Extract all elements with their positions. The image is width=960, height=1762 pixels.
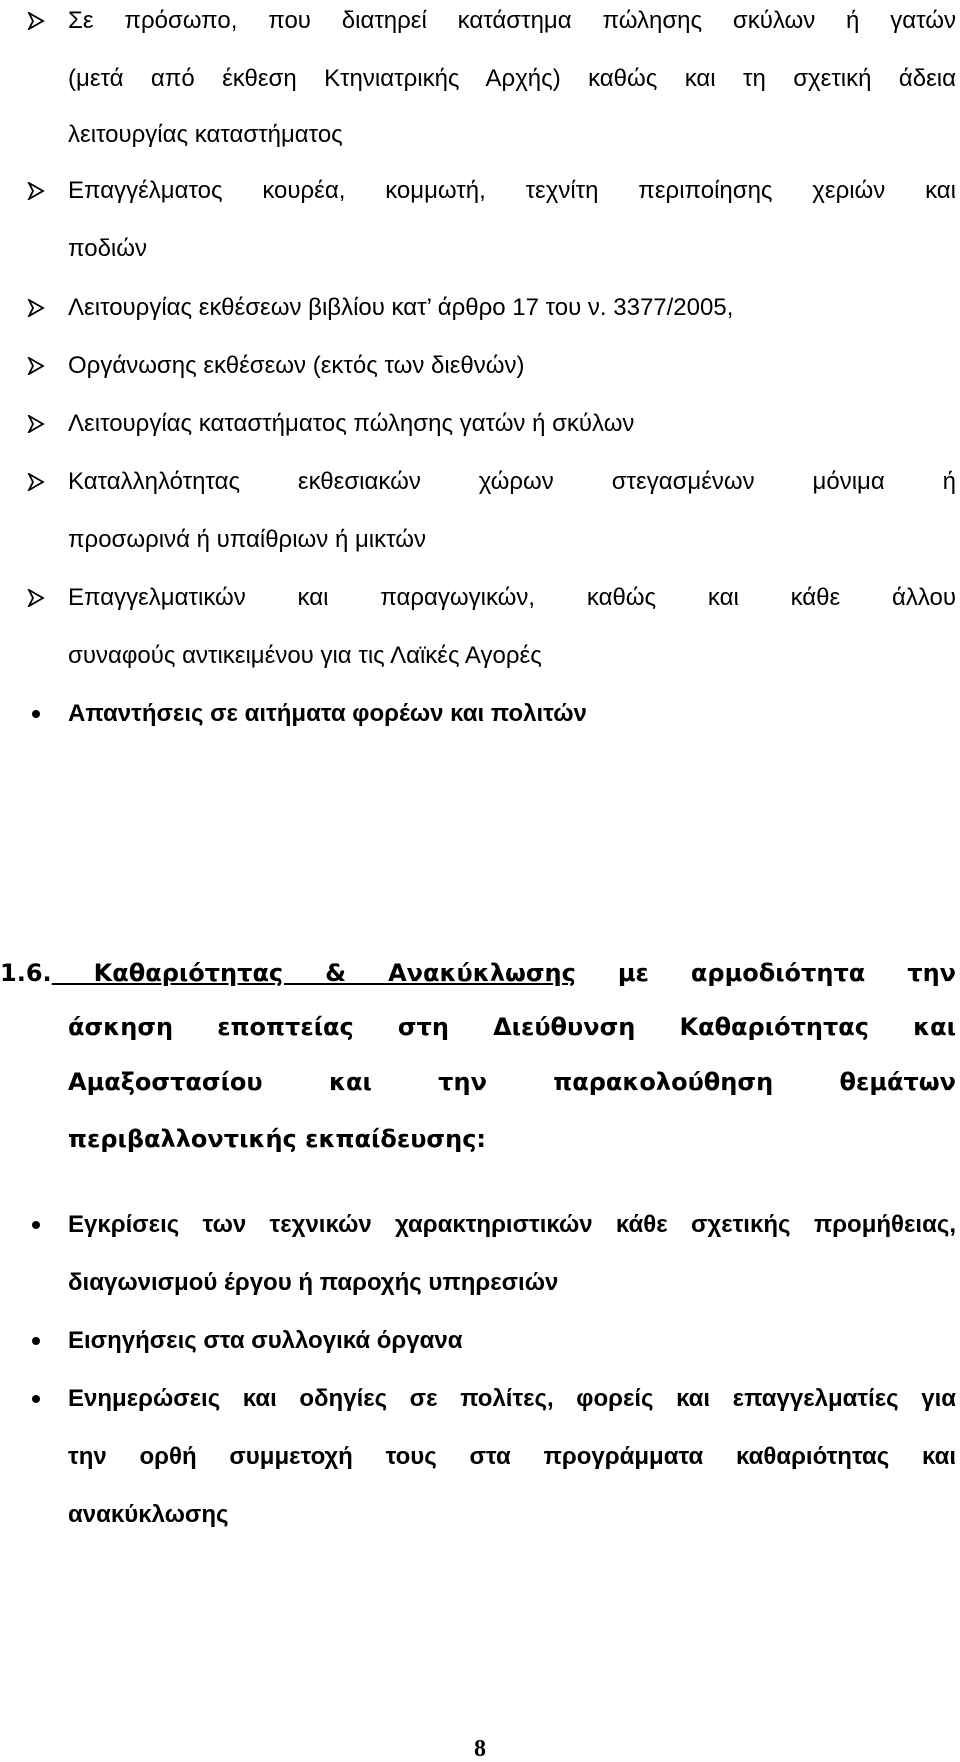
list-item-line: Λειτουργίας καταστήματος πώλησης γατών ή σκύλων (68, 410, 635, 437)
list-item-line: Λειτουργίας εκθέσεων βιβλίου κατ’ άρθρο 17 του ν. 3377/2005, (68, 294, 734, 321)
bullet-dot-icon (24, 1211, 48, 1239)
list-item-line: (μετά από έκθεση Κτηνιατρικής Αρχής) καθώς και τη σχετική άδεια (68, 65, 956, 92)
list-item-line: ποδιών (68, 235, 147, 262)
list-item-line: Επαγγέλματος κουρέα, κομμωτή, τεχνίτη περιποίησης χεριών και (68, 177, 956, 204)
list-item-line: Επαγγελματικών και παραγωγικών, καθώς και κάθε άλλου (68, 584, 956, 611)
section-heading-line-3: Αμαξοστασίου και την παρακολούθηση θεμάτων (68, 1068, 956, 1096)
bullet-dot-icon (24, 1327, 48, 1355)
page-number: 8 (474, 1736, 486, 1762)
section-heading-line-4: περιβαλλοντικής εκπαίδευσης: (68, 1125, 487, 1153)
list-item-line: λειτουργίας καταστήματος (68, 121, 343, 148)
arrow-bullet-icon (24, 7, 48, 35)
list-item-line: Απαντήσεις σε αιτήματα φορέων και πολιτών (68, 700, 587, 727)
list-item-line: Ενημερώσεις και οδηγίες σε πολίτες, φορείς και επαγγελματίες για (68, 1385, 956, 1412)
arrow-bullet-icon (24, 294, 48, 322)
list-item-line: συναφούς αντικειμένου για τις Λαϊκές Αγορές (68, 642, 542, 669)
list-item-line: Εγκρίσεις των τεχνικών χαρακτηριστικών κάθε σχετικής προμήθειας, (68, 1211, 956, 1238)
section-title: Καθαριότητας & Ανακύκλωσης (51, 959, 576, 987)
list-item-line: Εισηγήσεις στα συλλογικά όργανα (68, 1327, 463, 1354)
arrow-bullet-icon (24, 468, 48, 496)
list-item-line: ανακύκλωσης (68, 1501, 229, 1528)
section-heading-line-1 (0, 958, 956, 988)
list-item-line: Καταλληλότητας εκθεσιακών χώρων στεγασμένων μόνιμα ή (68, 468, 956, 495)
list-item-line: την ορθή συμμετοχή τους στα προγράμματα καθαριότητας και (68, 1443, 956, 1470)
list-item-line: Οργάνωσης εκθέσεων (εκτός των διεθνών) (68, 352, 525, 379)
bullet-dot-icon (24, 1385, 48, 1413)
section-number: 1.6. (0, 959, 52, 987)
list-item-line: διαγωνισμού έργου ή παροχής υπηρεσιών (68, 1269, 559, 1296)
bullet-dot-icon (24, 700, 48, 728)
section-heading-line-2: άσκηση εποπτείας στη Διεύθυνση Καθαριότητας και (68, 1013, 956, 1041)
arrow-bullet-icon (24, 410, 48, 438)
section-heading-rest: με αρμοδιότητα την (575, 959, 957, 987)
list-item-line: Σε πρόσωπο, που διατηρεί κατάστημα πώλησης σκύλων ή γατών (68, 7, 956, 34)
arrow-bullet-icon (24, 584, 48, 612)
list-item-line: προσωρινά ή υπαίθριων ή μικτών (68, 526, 426, 553)
arrow-bullet-icon (24, 352, 48, 380)
arrow-bullet-icon (24, 177, 48, 205)
